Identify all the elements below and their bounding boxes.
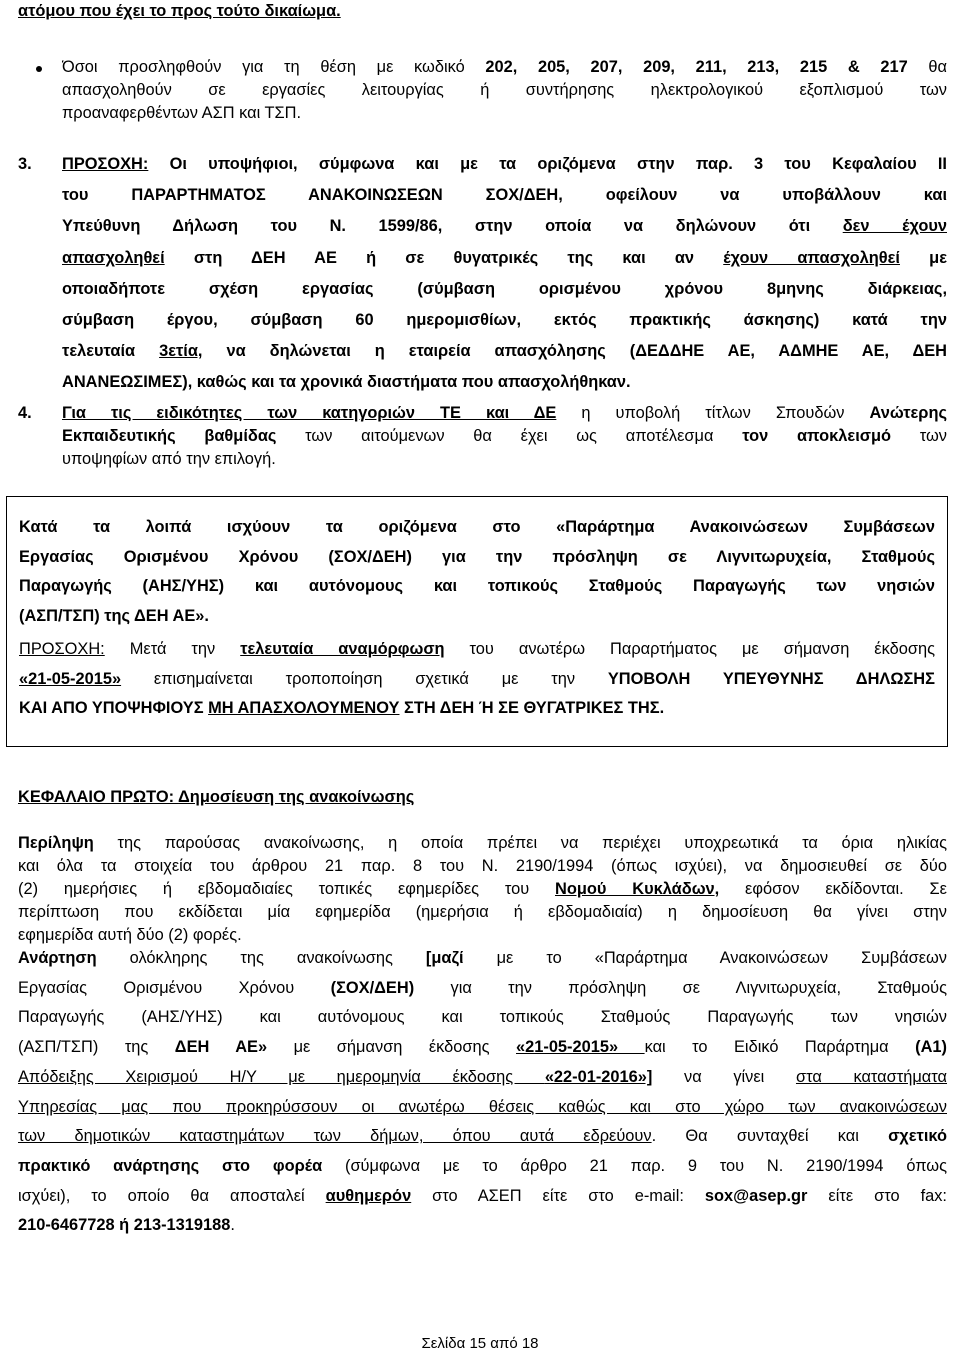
text-run: 210-6467728 ή 213-1319188 xyxy=(18,1216,231,1235)
text-run: στο ΑΣΕΠ είτε στο e-mail: xyxy=(411,1186,705,1205)
notice-box xyxy=(6,496,948,747)
text-line xyxy=(18,1122,947,1152)
text-run: προαναφερθέντων ΑΣΠ και ΤΣΠ. xyxy=(62,104,302,122)
notice-paragraph xyxy=(19,513,935,631)
text-line xyxy=(18,974,947,1004)
text-run: περίπτωση που εκδίδεται μία εφημερίδα (ημερήσια ή εβδομαδιαία) η δημοσίευση θα γίνει στην xyxy=(18,903,947,921)
text-run: Απόδειξης Χειρισμού Η/Υ με ημερομηνία έκδοσης xyxy=(18,1067,545,1086)
summary-paragraph xyxy=(18,832,947,947)
text-run: ΚΑΙ ΑΠΟ ΥΠΟΨΗΦΙΟΥΣ xyxy=(19,699,209,717)
text-run: ισχύει), το οποίο θα αποσταλεί xyxy=(18,1186,326,1205)
page-number-footer: Σελίδα 15 από 18 xyxy=(421,1335,539,1352)
text-line xyxy=(62,402,947,425)
text-line xyxy=(19,694,935,724)
text-run: με το «Παράρτημα Ανακοινώσεων Συμβάσεων xyxy=(463,949,947,967)
text-line xyxy=(62,336,947,367)
text-run: πρακτικό ανάρτησης στο φορέα xyxy=(18,1156,323,1175)
text-run: με σήμανση έκδοσης xyxy=(267,1038,517,1057)
text-run: αυθημερόν xyxy=(325,1186,412,1205)
text-run: Νομού Κυκλάδων, xyxy=(555,880,720,898)
text-run: Υπεύθυνη Δήλωση του Ν. 1599/86, στην οποία να δηλώνουν ότι xyxy=(62,217,843,236)
text-line xyxy=(62,149,947,180)
text-run: ΥΠΟΒΟΛΗ ΥΠΕΥΘΥΝΗΣ ΔΗΛΩΣΗΣ xyxy=(607,669,935,688)
text-run: (ΑΣΠ/ΤΣΠ) της ΔΕΗ ΑΕ». xyxy=(19,606,209,625)
text-line xyxy=(18,1003,947,1033)
text-line xyxy=(19,513,935,543)
text-run: [μαζί xyxy=(425,949,464,967)
text-run: των xyxy=(891,427,947,445)
text-run: σχετικό xyxy=(888,1127,947,1146)
text-line xyxy=(18,1152,947,1182)
text-run: Για τις ειδικότητες των κατηγοριών ΤΕ και ΔΕ xyxy=(62,404,557,422)
text-run: Μετά την xyxy=(104,640,241,658)
text-line xyxy=(18,832,947,855)
text-line xyxy=(19,602,935,632)
text-run: να γίνει xyxy=(652,1067,796,1086)
text-run: 3ετία, xyxy=(159,342,203,361)
notice-attention-paragraph xyxy=(19,635,935,724)
text-run: (2) ημερήσιες ή εβδομαδιαίες τοπικές εφημερίδες του xyxy=(18,880,555,898)
text-run: ολόκληρης της ανακοίνωσης xyxy=(96,949,426,967)
item-3-attention xyxy=(18,149,947,399)
text-run: τελευταία αναμόρφωση xyxy=(240,640,445,658)
text-line xyxy=(62,305,947,336)
text-run: απασχοληθούν σε εργασίες λειτουργίας ή συντήρησης ηλεκτρολογικού εξοπλισμού των xyxy=(62,81,947,99)
text-run: σύμβαση έργου, σύμβαση 60 ημερομισθίων, εκτός πρακτικής άσκησης) κατά την xyxy=(62,311,947,330)
text-run: τον αποκλεισμό xyxy=(742,427,891,445)
text-run: . xyxy=(230,1216,235,1235)
text-run: (ΑΣΠ/ΤΣΠ) της xyxy=(18,1038,175,1057)
text-run: Εργασίας Ορισμένου Χρόνου xyxy=(18,978,331,997)
text-run: απασχοληθεί xyxy=(62,248,165,267)
text-run: θα xyxy=(907,58,947,76)
bullet-item-electrical xyxy=(62,56,947,125)
heading-text xyxy=(18,788,947,807)
text-line xyxy=(18,878,947,901)
text-run: ΠΡΟΣΟΧΗ: xyxy=(62,155,149,173)
text-run: εφημερίδα αυτή δύο (2) φορές. xyxy=(18,926,242,944)
text-run: ΣΤΗ ΔΕΗ Ή ΣΕ ΘΥΓΑΤΡΙΚΕΣ ΤΗΣ. xyxy=(399,699,665,717)
text-run: Όσοι προσληφθούν για τη θέση με κωδικό xyxy=(62,58,486,76)
text-run: στα καταστήματα xyxy=(795,1067,947,1086)
posting-paragraph xyxy=(18,944,947,1241)
text-line xyxy=(18,1063,947,1093)
text-run: είτε στο fax: xyxy=(807,1186,947,1205)
text-run: «21-05-2015» xyxy=(19,669,122,688)
text-run: εφόσον εκδίδονται. Σε xyxy=(719,880,947,898)
text-run: (σύμφωνα με το άρθρο 21 παρ. 9 του Ν. 2190/1994 όπως xyxy=(322,1156,947,1175)
text-line xyxy=(18,1093,947,1123)
text-line xyxy=(19,543,935,573)
text-line xyxy=(62,211,947,242)
text-line xyxy=(19,665,935,695)
text-run: της παρούσας ανακοίνωσης, η οποία πρέπει να περιέχει υποχρεωτικά τα όρια ηλικίας xyxy=(93,834,947,852)
item-number: 4. xyxy=(18,404,32,422)
text-run: και όλα τα στοιχεία του άρθρου 21 παρ. 8 του Ν. 2190/1994 (όπως ισχύει), να δημοσιευθεί σε δύο xyxy=(18,857,947,875)
text-run: Υπηρεσίας μας που προκηρύσσουν οι ανωτέρω θέσεις καθώς και στο χώρο των ανακοινώσεων xyxy=(18,1097,947,1116)
text-run: επισημαίνεται τροποποίηση σχετικά με την xyxy=(121,669,608,688)
text-line xyxy=(62,274,947,305)
text-run: Δημοσίευση της ανακοίνωσης xyxy=(178,788,415,806)
text-run: για την πρόσληψη σε Λιγνιτωρυχεία, Σταθμούς xyxy=(414,978,947,997)
text-run: Εργασίας Ορισμένου Χρόνου (ΣΟΧ/ΔΕΗ) για την πρόσληψη σε Λιγνιτωρυχεία, Σταθμούς xyxy=(19,547,935,566)
item-4-degrees xyxy=(18,402,947,471)
item-number: 3. xyxy=(18,155,32,173)
text-run: των αιτούμενων θα έχει ως αποτέλεσμα xyxy=(276,427,743,445)
text-line xyxy=(62,180,947,211)
text-line xyxy=(19,572,935,602)
text-run: ΜΗ ΑΠΑΣΧΟΛΟΥΜΕΝΟΥ xyxy=(208,699,400,717)
text-line xyxy=(18,855,947,878)
text-run: στη ΔΕΗ ΑΕ ή σε θυγατρικές της και αν xyxy=(164,248,724,267)
text-run: Περίληψη xyxy=(18,834,94,852)
text-line xyxy=(62,243,947,274)
text-line xyxy=(18,1211,947,1241)
text-run: η υποβολή τίτλων Σπουδών xyxy=(556,404,870,422)
text-run: Κατά τα λοιπά ισχύουν τα οριζόμενα στο «Παράρτημα Ανακοινώσεων Συμβάσεων xyxy=(19,518,935,536)
text-run: να δηλώνεται η εταιρεία απασχόλησης (ΔΕΔΔΗΕ ΑΕ, ΑΔΜΗΕ ΑΕ, ΔΕΗ xyxy=(202,342,947,361)
text-run: έχουν απασχοληθεί xyxy=(723,248,900,267)
text-run: δεν έχουν xyxy=(842,217,947,236)
text-run: ΚΕΦΑΛΑΙΟ ΠΡΩΤΟ: xyxy=(18,788,179,806)
text-line xyxy=(19,635,935,665)
text-run: Ανώτερης xyxy=(869,404,947,422)
text-run: ΑΝΑΝΕΩΣΙΜΕΣ), καθώς και τα χρονικά διαστήματα που απασχολήθηκαν. xyxy=(62,373,631,392)
text-run: του ανωτέρω Παραρτήματος με σήμανση έκδοσης xyxy=(444,640,935,658)
text-run: ΠΡΟΣΟΧΗ: xyxy=(19,640,105,658)
text-run: και το Ειδικό Παράρτημα xyxy=(644,1038,916,1057)
text-run: Ανάρτηση xyxy=(18,949,97,967)
text-line xyxy=(62,102,947,125)
text-line xyxy=(18,1182,947,1212)
text-line xyxy=(18,1033,947,1063)
text-line xyxy=(62,79,947,102)
text-line xyxy=(62,367,947,398)
continuation-line: ατόμου που έχει το προς τούτο δικαίωμα. xyxy=(18,2,341,20)
text-run: ΔΕΗ ΑΕ» xyxy=(174,1038,268,1057)
text-run: Παραγωγής (ΑΗΣ/ΥΗΣ) και αυτόνομους και τοπικούς Σταθμούς Παραγωγής των νησιών xyxy=(18,1008,947,1027)
text-run: των δημοτικών καταστημάτων των δήμων, όπου αυτά εδρεύουν xyxy=(18,1127,652,1146)
text-run: (Α1) xyxy=(915,1038,947,1057)
text-line xyxy=(62,448,947,471)
text-run: υποψηφίων από την επιλογή. xyxy=(62,450,276,468)
text-run: . Θα συνταχθεί και xyxy=(651,1127,889,1146)
text-run: οποιαδήποτε σχέση εργασίας (σύμβαση ορισμένου χρόνου 8μηνης διάρκειας, xyxy=(62,279,947,298)
text-line xyxy=(62,56,947,79)
text-run: Παραγωγής (ΑΗΣ/ΥΗΣ) και αυτόνομους και τοπικούς Σταθμούς Παραγωγής των νησιών xyxy=(19,577,935,595)
text-run: «22-01-2016»] xyxy=(544,1067,653,1086)
chapter-heading xyxy=(18,788,947,807)
text-run: με xyxy=(899,248,947,267)
text-line xyxy=(18,901,947,924)
text-run: Οι υποψήφιοι, σύμφωνα και με τα οριζόμενα στην παρ. 3 του Κεφαλαίου ΙΙ xyxy=(148,155,947,173)
text-run: τελευταία xyxy=(62,342,160,361)
text-line xyxy=(62,425,947,448)
text-run: Εκπαιδευτικής βαθμίδας xyxy=(62,427,277,445)
text-run: 202, 205, 207, 209, 211, 213, 215 & 217 xyxy=(485,58,908,76)
text-run: sox@asep.gr xyxy=(704,1186,808,1205)
text-line xyxy=(18,944,947,974)
text-run: «21-05-2015» xyxy=(516,1038,645,1057)
text-run: του ΠΑΡΑΡΤΗΜΑΤΟΣ ΑΝΑΚΟΙΝΩΣΕΩΝ ΣΟΧ/ΔΕΗ, οφείλουν να υποβάλλουν και xyxy=(62,186,947,205)
bullet-icon xyxy=(36,66,42,72)
text-run: (ΣΟΧ/ΔΕΗ) xyxy=(330,978,415,997)
